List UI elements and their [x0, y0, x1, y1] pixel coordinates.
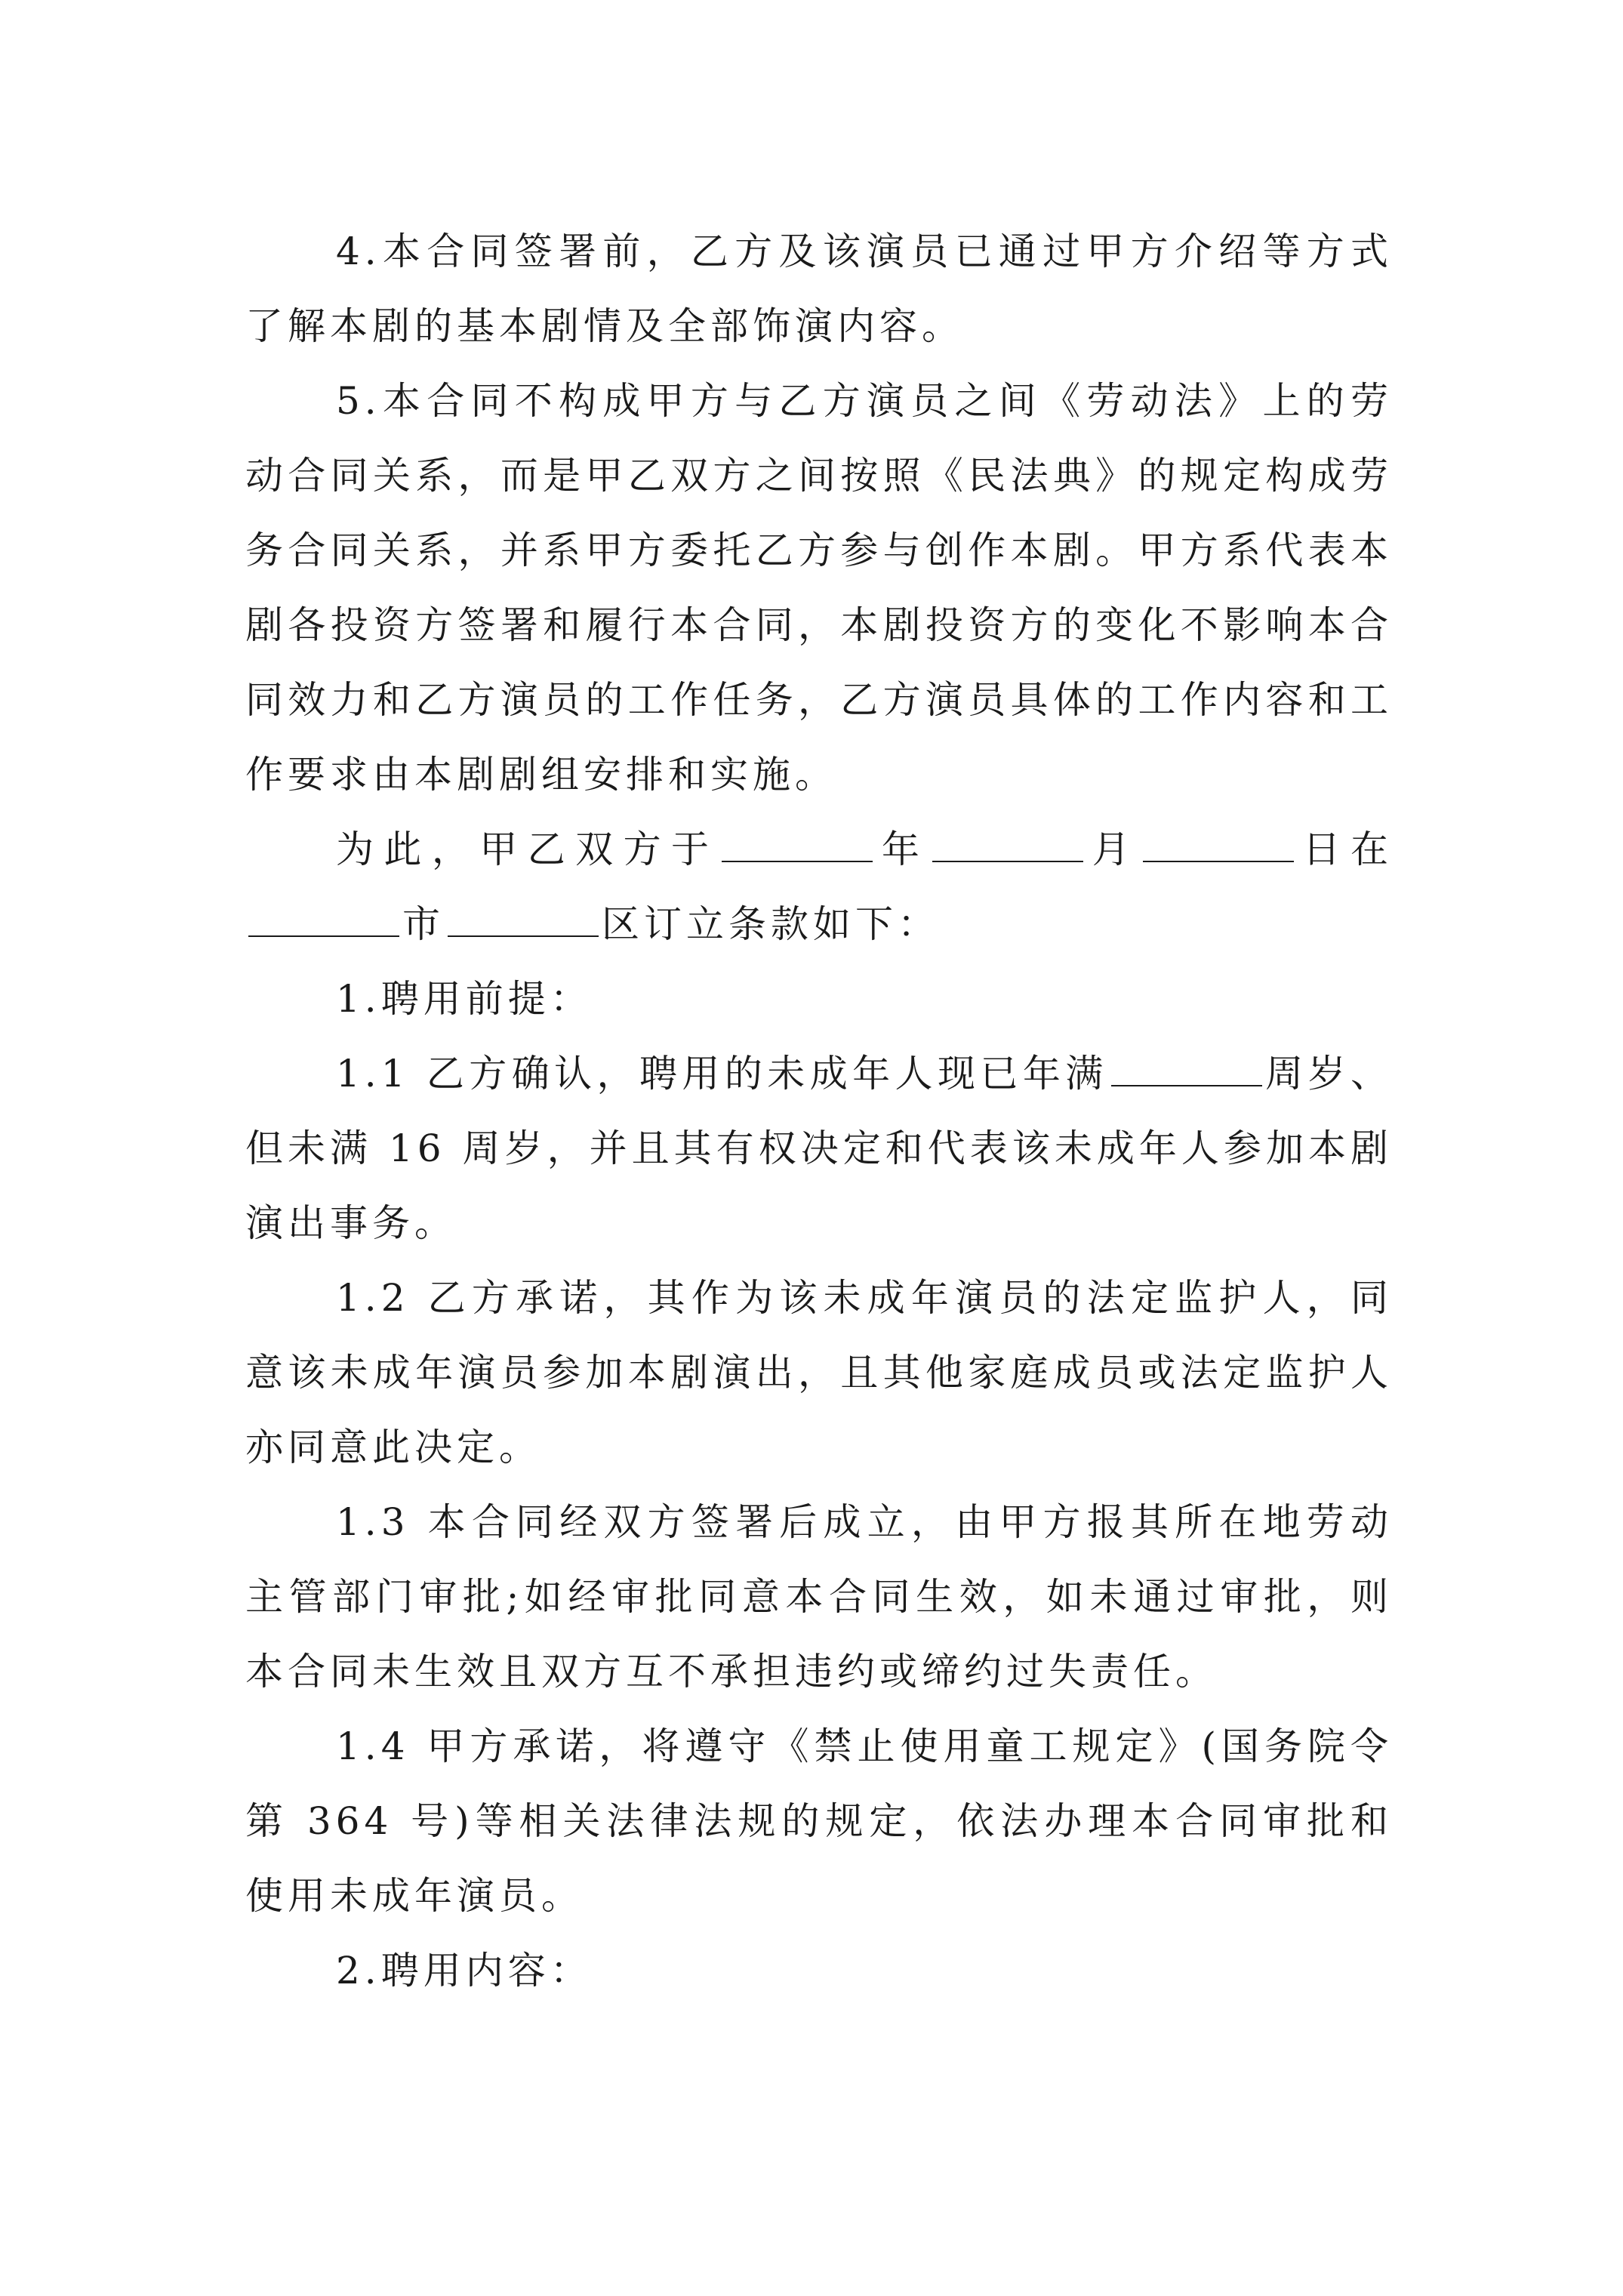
day-blank[interactable]	[1143, 818, 1294, 862]
clause-1-2: 1.2 乙方承诺，其作为该未成年演员的法定监护人，同意该未成年演员参加本剧演出，且其他家庭成员或法定监护人亦同意此决定。	[245, 1276, 1393, 1469]
city-label: 市	[402, 902, 445, 946]
month-label: 月	[1086, 827, 1141, 871]
city-blank[interactable]	[248, 893, 399, 937]
clause-5: 5.本合同不构成甲方与乙方演员之间《劳动法》上的劳动合同关系，而是甲乙双方之间按照《民法典》的规定构成劳务合同关系，并系甲方委托乙方参与创作本剧。甲方系代表本剧各投资方签署和履行本合同，本剧投资方的变化不影响本合同效力和乙方演员的工作任务，乙方演员具体的工作内容和工作要求由本剧剧组安排和实施。	[245, 379, 1393, 797]
year-blank[interactable]	[722, 818, 873, 862]
month-blank[interactable]	[932, 818, 1083, 862]
clause-4: 4.本合同签署前，乙方及该演员已通过甲方介绍等方式了解本剧的基本剧情及全部饰演内容。	[245, 230, 1393, 348]
section-1-title: 1.聘用前提：	[336, 977, 593, 1021]
clause-1-1	[245, 1037, 1393, 1261]
document-body	[245, 214, 1393, 2008]
clause-1-4: 1.4 甲方承诺，将遵守《禁止使用童工规定》(国务院令第 364 号)等相关法律法规的规定，依法办理本合同审批和使用未成年演员。	[245, 1724, 1393, 1918]
district-blank[interactable]	[448, 893, 599, 937]
agreement-date-place	[245, 812, 1393, 962]
clause-1-1-suffix: 周岁、但未满 16 周岁，并且其有权决定和代表该未成年人参加本剧演出事务。	[245, 1052, 1393, 1245]
day-label: 日在	[1297, 827, 1394, 871]
year-label: 年	[876, 827, 930, 871]
agreement-prefix: 为此，甲乙双方于	[336, 827, 719, 871]
section-2-title: 2.聘用内容：	[336, 1949, 593, 1992]
clause-1-3: 1.3 本合同经双方签署后成立，由甲方报其所在地劳动主管部门审批;如经审批同意本合同生效，如未通过审批，则本合同未生效且双方互不承担违约或缔约过失责任。	[245, 1500, 1393, 1693]
age-blank[interactable]	[1111, 1043, 1262, 1086]
district-label: 区订立条款如下：	[602, 902, 940, 946]
clause-1-1-prefix: 1.1 乙方确认，聘用的未成年人现已年满	[336, 1052, 1108, 1096]
